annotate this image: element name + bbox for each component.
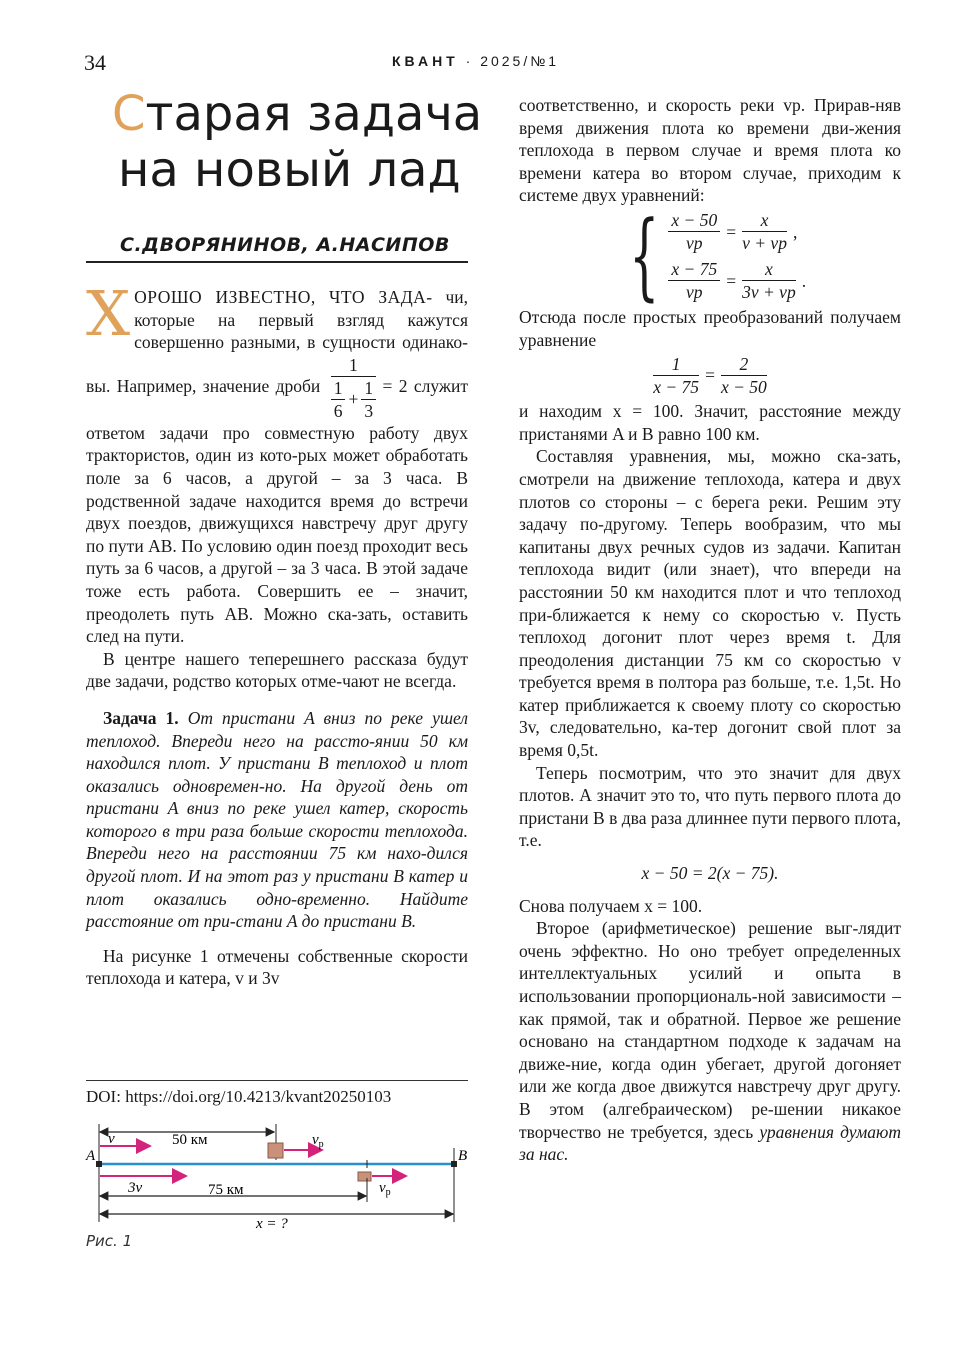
right-paragraph-2: Отсюда после простых преобразований получаем уравнение (519, 306, 901, 350)
intro-text-a: чи, которые на первый взгляд кажутся совершенно разными, в сущности одинако-вы. Например, значение дроби (86, 287, 468, 396)
drop-cap: Х (86, 277, 131, 350)
equation-1: $\frac{x - 50}{vp}$ = $\frac{x}{v + vp}$ , (668, 209, 806, 254)
header-separator: · (465, 53, 474, 69)
figure-caption: Рис. 1 (86, 1232, 133, 1250)
fraction-result: = 2 (382, 375, 408, 396)
left-column (86, 277, 469, 990)
fraction-example: 1 $\frac{1}{6}$ + $\frac{1}{3}$ (331, 354, 376, 422)
right-paragraph-3: и находим x = 100. Значит, расстояние между пристанями A и B равно 100 км. (519, 401, 901, 444)
right-paragraph-6: Снова получаем x = 100. (519, 895, 703, 916)
pier-A: A (86, 1148, 96, 1164)
right-paragraph-7: Второе (арифметическое) решение выг-лядит очень эффектно. Но оно требует определенных интеллектуальных усилий и опыта в использовании пропорциональ-ной зависимости – как прямой, так и обратной. Первое же решение основано на стандартном подходе к задачам на движе-ние, когда один убегает, другой догоняет или же когда двое движутся навстречу друг другу. В этом (алгебраическом) ре-шении никакое творчество не требуется, здесь уравнения думают за нас. (519, 918, 901, 1165)
raft-2 (358, 1172, 371, 1181)
intro-paragraph (86, 277, 469, 648)
doi-rule (86, 1080, 468, 1081)
running-header (392, 53, 559, 69)
raft-1 (268, 1143, 283, 1158)
title-rule (86, 261, 468, 263)
right-paragraph-4: Составляя уравнения, мы, можно ска-зать, смотрели на движение теплохода, катера и двух плотов со стороны – с берега реки. Решим эту задачу по-другому. Теперь вообразим, что мы капитаны двух речных судов из задачи. Капитан теплохода видит (или знает), что впереди на расстоянии 50 км находится плот и что теплоход при-ближается к нему со скоростью v. Пусть теплоход догонит плот через время t. Для преодоления дистанции 75 км со скоростью v требуется время в полтора раз больше, т.е. 1,5t. Но катер приближается к своему плоту со скоростью 3v, следовательно, ка-тер догонит свой плот за время 0,5t. (519, 446, 901, 761)
right-paragraph-1: соответственно, и скорость реки vp. Прирав-няв время движения плота ко времени дви-жения теплохода в первом случае и время плота ко времени катера во втором случае, приходим к системе двух уравнений: (519, 95, 901, 206)
label-50km: 50 км (172, 1132, 208, 1148)
issue-number: 2025/№1 (480, 53, 560, 69)
article-title (112, 86, 482, 198)
paragraph-3: На рисунке 1 отмечены собственные скорости теплохода и катера, v и 3v (86, 945, 468, 989)
label-75km: 75 км (208, 1182, 244, 1198)
pier-B: B (458, 1148, 468, 1164)
equation-system: { $\frac{x - 50}{vp}$ = $\frac{x}{v + vp}$ , $\frac{x - 75}{vp}$ = $\frac{x}{3v + vp}$ . (629, 200, 807, 311)
authors: С.ДВОРЯНИНОВ, А.НАСИПОВ (120, 234, 450, 256)
title-line2: на новый лад (118, 142, 461, 198)
right-column (519, 94, 901, 1166)
label-vp-1: $v_p$ (312, 1132, 324, 1150)
equation-4: x − 50 = 2(x − 75). (641, 863, 779, 884)
label-x: x = ? (256, 1216, 288, 1230)
journal-name: КВАНТ (392, 53, 459, 69)
paragraph-2: В центре нашего теперешнего рассказа будут две задачи, родство которых отме-чают не всегда. (86, 648, 468, 692)
figure-1 (84, 1118, 474, 1230)
italic-conclusion: уравнения думают за нас. (519, 1121, 901, 1165)
label-v: v (108, 1131, 115, 1147)
label-3v: 3v (128, 1180, 143, 1196)
page-number: 34 (84, 50, 106, 75)
title-line1: тарая задача (145, 86, 483, 142)
label-vp-2: $v_p$ (379, 1180, 391, 1198)
doi: DOI: https://doi.org/10.4213/kvant20250103 (86, 1087, 392, 1106)
task-label: Задача 1. (103, 707, 179, 728)
right-paragraph-5: Теперь посмотрим, что это значит для двух плотов. А значит это то, что путь первого плота до пристани B в два раза длиннее пути первого плота, т.е. (519, 762, 901, 851)
equation-3: $\frac{1}{x - 75}$ = $\frac{2}{x - 50}$ (653, 354, 767, 398)
equation-2: $\frac{x - 75}{vp}$ = $\frac{x}{3v + vp}$ . (668, 258, 806, 303)
task-1 (86, 707, 468, 933)
intro-text-b: служит ответом задачи про совместную работу двух трактористов, один из кото-рых может обработать поле за 6 часов, а другой – за 3 часа. В родственной задаче находится время до встречи двух поездов, движущихся навстречу друг другу по пути AB. По условию один поезд проходит весь путь за 6 часов, а другой – за 3 часа. В этой задаче тоже есть работа. Совершить ее – значит, преодолеть путь AB. Можно ска-зать, оставить след на пути. (86, 375, 469, 647)
task-text: От пристани A вниз по реке ушел теплоход. Впереди него на рассто-янии 50 км находился плот. У пристани B теплоход и плот оказались одновремен-но. На другой день от пристани A вниз по реке ушел катер, скорость которого в три раза больше скорости теплохода. Впереди него на расстоянии 75 км нахо-дился другой плот. И на этот раз у пристани B катер и плот оказались одно-временно. Найдите расстояние от при-стани A до пристани B. (86, 707, 469, 932)
title-initial: С (112, 86, 146, 142)
intro-caps: ОРОШО ИЗВЕСТНО, ЧТО ЗАДА- (134, 287, 433, 307)
